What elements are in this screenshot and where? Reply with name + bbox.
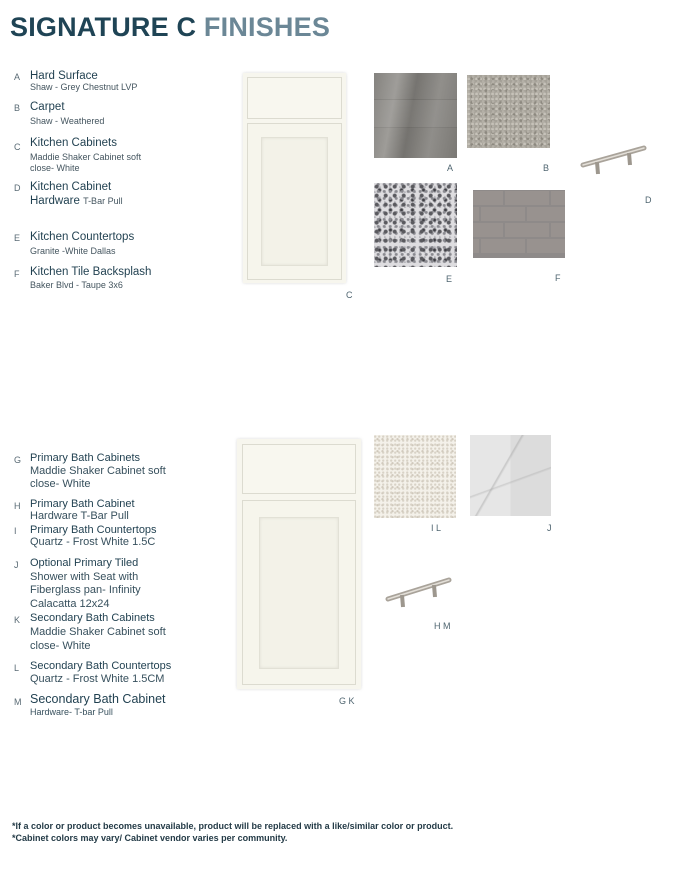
cabinet-drawer-front xyxy=(242,444,356,494)
title-part-2: FINISHES xyxy=(203,12,331,42)
granite-countertop-swatch xyxy=(374,183,457,267)
item-name: Kitchen Cabinets xyxy=(30,137,117,149)
item-letter: F xyxy=(14,269,20,279)
swatch-caption-f: F xyxy=(555,273,561,283)
item-name: Secondary Bath Cabinet xyxy=(30,692,166,706)
item-detail: close- White xyxy=(30,640,91,652)
item-detail: Granite -White Dallas xyxy=(30,246,116,256)
item-name: Primary Bath Cabinets xyxy=(30,452,141,464)
item-detail: Baker Blvd - Taupe 3x6 xyxy=(30,280,123,290)
item-name: Optional Primary Tiled xyxy=(30,557,139,569)
item-letter: C xyxy=(14,142,21,152)
item-detail: Shaw - Weathered xyxy=(30,116,105,126)
swatch-caption-d: D xyxy=(645,195,652,205)
lvp-flooring-swatch xyxy=(374,73,457,158)
item-detail: Fiberglass pan- Infinity xyxy=(30,584,141,596)
item-letter: J xyxy=(14,560,19,570)
page-title xyxy=(10,12,330,43)
swatch-caption-i-l: I L xyxy=(431,523,442,533)
item-name-continued: Hardware xyxy=(30,195,80,207)
item-name: Secondary Bath Cabinets xyxy=(30,612,155,624)
item-name: Kitchen Cabinet xyxy=(30,181,112,193)
item-detail: Quartz - Frost White 1.5CM xyxy=(30,673,165,685)
item-letter: H xyxy=(14,501,21,511)
item-letter: G xyxy=(14,455,22,465)
swatch-caption-c: C xyxy=(346,290,353,300)
item-detail: Hardware T-Bar Pull xyxy=(30,510,129,522)
item-detail: Shower with Seat with xyxy=(30,571,139,583)
item-name: Carpet xyxy=(30,101,65,113)
swatch-caption-a: A xyxy=(447,163,454,173)
item-detail: Shaw - Grey Chestnut LVP xyxy=(30,82,138,92)
cabinet-door-panel xyxy=(261,137,328,266)
cabinet-drawer-front xyxy=(247,77,342,119)
bath-cabinet-swatch xyxy=(237,439,361,689)
item-letter: D xyxy=(14,183,21,193)
item-name: Kitchen Tile Backsplash xyxy=(30,266,152,278)
item-letter: I xyxy=(14,526,17,536)
item-name: Secondary Bath Countertops xyxy=(30,660,172,672)
title-part-1: SIGNATURE C xyxy=(10,12,197,42)
item-letter: E xyxy=(14,233,21,243)
footnote-cabinet-colors: *Cabinet colors may vary/ Cabinet vendor varies per community. xyxy=(12,833,288,843)
swatch-caption-g-k: G K xyxy=(339,696,355,706)
item-detail: Calacatta 12x24 xyxy=(30,598,110,610)
t-bar-pull-icon xyxy=(578,140,650,180)
kitchen-cabinet-swatch xyxy=(243,73,346,283)
subway-tile-swatch xyxy=(473,190,565,258)
t-bar-pull-icon xyxy=(383,572,455,612)
footnote-substitution: *If a color or product becomes unavailable, product will be replaced with a like/similar color or product. xyxy=(12,821,454,831)
item-name: Kitchen Countertops xyxy=(30,231,135,243)
item-letter: A xyxy=(14,72,21,82)
item-name: Primary Bath Cabinet xyxy=(30,498,135,510)
item-detail: Maddie Shaker Cabinet soft xyxy=(30,626,166,638)
item-letter: M xyxy=(14,697,22,707)
item-name: Primary Bath Countertops xyxy=(30,524,157,536)
item-letter: B xyxy=(14,103,21,113)
item-letter: K xyxy=(14,615,21,625)
item-detail: Quartz - Frost White 1.5C xyxy=(30,536,156,548)
cabinet-door xyxy=(242,500,356,685)
item-detail: close- White xyxy=(30,478,91,490)
item-detail: Hardware- T-bar Pull xyxy=(30,707,113,717)
item-detail: close- White xyxy=(30,163,80,173)
carpet-swatch xyxy=(467,75,550,148)
item-detail: Maddie Shaker Cabinet soft xyxy=(30,465,166,477)
cabinet-door-panel xyxy=(259,517,339,669)
item-name-line-2 xyxy=(30,195,123,208)
swatch-caption-b: B xyxy=(543,163,550,173)
item-letter: L xyxy=(14,663,20,673)
item-detail: Maddie Shaker Cabinet soft xyxy=(30,152,142,162)
cabinet-door xyxy=(247,123,342,280)
item-detail: T-Bar Pull xyxy=(83,196,123,206)
swatch-caption-h-m: H M xyxy=(434,621,451,631)
item-name: Hard Surface xyxy=(30,70,98,82)
swatch-caption-j: J xyxy=(547,523,552,533)
swatch-caption-e: E xyxy=(446,274,453,284)
marble-tile-swatch xyxy=(470,435,551,516)
quartz-countertop-swatch xyxy=(374,435,456,518)
